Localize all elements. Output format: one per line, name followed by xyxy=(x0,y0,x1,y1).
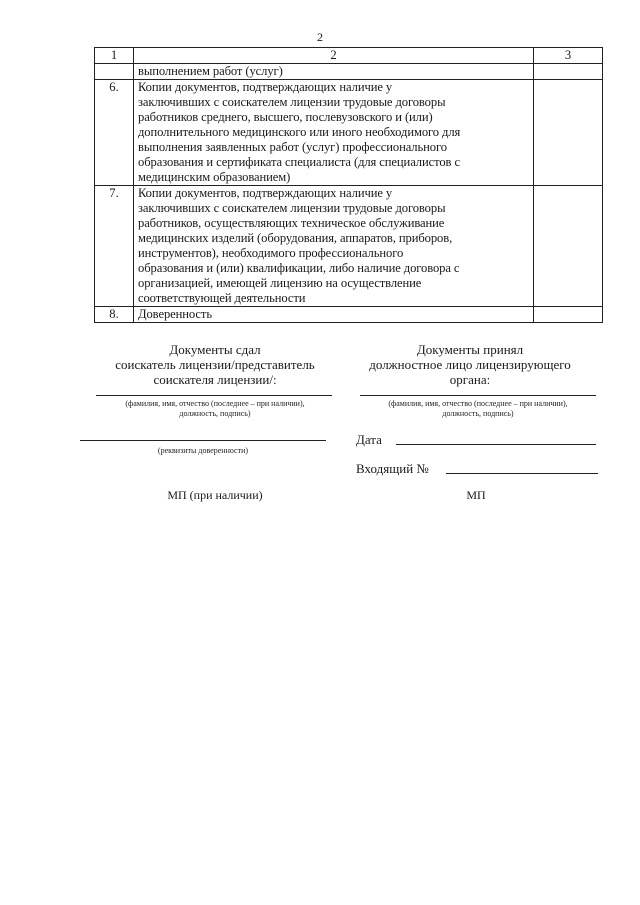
power-of-attorney-line xyxy=(80,440,326,441)
text-line: дополнительного медицинского или иного необходимого для xyxy=(138,125,461,139)
row-number-cell: 7. xyxy=(95,186,134,307)
text-line: работников, осуществляющих техническое обслуживание xyxy=(138,216,445,230)
submitter-heading xyxy=(80,342,350,387)
text-line: Копии документов, подтверждающих наличие у xyxy=(138,80,393,94)
date-label: Дата xyxy=(356,432,382,447)
heading-line: соискатель лицензии/представитель xyxy=(115,357,315,372)
text-line: инструментов), необходимого профессионального xyxy=(138,246,404,260)
heading-line: органа: xyxy=(449,372,491,387)
row-number-cell xyxy=(95,64,134,80)
receiver-stamp: МП xyxy=(466,488,486,502)
row-number-cell: 6. xyxy=(95,80,134,186)
heading-line: Документы сдал xyxy=(169,342,261,357)
power-of-attorney-caption: (реквизиты доверенности) xyxy=(157,446,249,455)
text-line: медицинским образованием) xyxy=(138,170,291,184)
row-mark-cell xyxy=(534,64,603,80)
incoming-number-line xyxy=(446,473,598,474)
row-text-cell xyxy=(134,80,534,186)
row-text-cell xyxy=(134,186,534,307)
row-mark-cell xyxy=(534,80,603,186)
receiver-heading xyxy=(345,342,595,387)
row-mark-cell xyxy=(534,186,603,307)
row-number-cell: 8. xyxy=(95,307,134,323)
submitter-stamp: МП (при наличии) xyxy=(167,488,263,502)
caption-line: должность, подпись) xyxy=(442,409,514,418)
heading-line: Документы принял xyxy=(416,342,524,357)
page-number: 2 xyxy=(317,30,323,44)
row-mark-cell xyxy=(534,307,603,323)
caption-line: (фамилия, имя, отчество (последнее – при наличии), xyxy=(125,399,305,408)
submitter-signature-line xyxy=(96,395,332,396)
date-line xyxy=(396,444,596,445)
text-line: организацией, имеющей лицензию на осуществление xyxy=(138,276,422,290)
receiver-signature-caption xyxy=(348,399,608,419)
table-header-row xyxy=(95,48,603,64)
row-text-cell: Доверенность xyxy=(134,307,534,323)
text-line: образования и сертификата специалиста (для специалистов с xyxy=(138,155,460,169)
incoming-number-label: Входящий № xyxy=(356,461,429,476)
text-line: образования и (или) квалификации, либо наличие договора с xyxy=(138,261,460,275)
text-line: Копии документов, подтверждающих наличие у xyxy=(138,186,393,200)
row-text-cell: выполнением работ (услуг) xyxy=(134,64,534,80)
table-row-8 xyxy=(95,307,603,323)
text-line: выполнения заявленных работ (услуг) профессионального xyxy=(138,140,447,154)
receiver-signature-line xyxy=(360,395,596,396)
table-row-continuation xyxy=(95,64,603,80)
documents-table xyxy=(94,47,603,323)
header-col-1: 1 xyxy=(95,48,134,64)
table-row-6 xyxy=(95,80,603,186)
submitter-signature-caption xyxy=(84,399,346,419)
text-line: заключивших с соискателем лицензии трудовые договоры xyxy=(138,201,446,215)
text-line: заключивших с соискателем лицензии трудовые договоры xyxy=(138,95,446,109)
table-row-7 xyxy=(95,186,603,307)
text-line: соответствующей деятельности xyxy=(138,291,306,305)
heading-line: должностное лицо лицензирующего xyxy=(369,357,571,372)
text-line: работников среднего, высшего, послевузовского и (или) xyxy=(138,110,433,124)
header-col-3: 3 xyxy=(534,48,603,64)
header-col-2: 2 xyxy=(134,48,534,64)
caption-line: должность, подпись) xyxy=(179,409,251,418)
heading-line: соискателя лицензии/: xyxy=(153,372,277,387)
caption-line: (фамилия, имя, отчество (последнее – при наличии), xyxy=(388,399,568,408)
text-line: медицинских изделий (оборудования, аппаратов, приборов, xyxy=(138,231,453,245)
